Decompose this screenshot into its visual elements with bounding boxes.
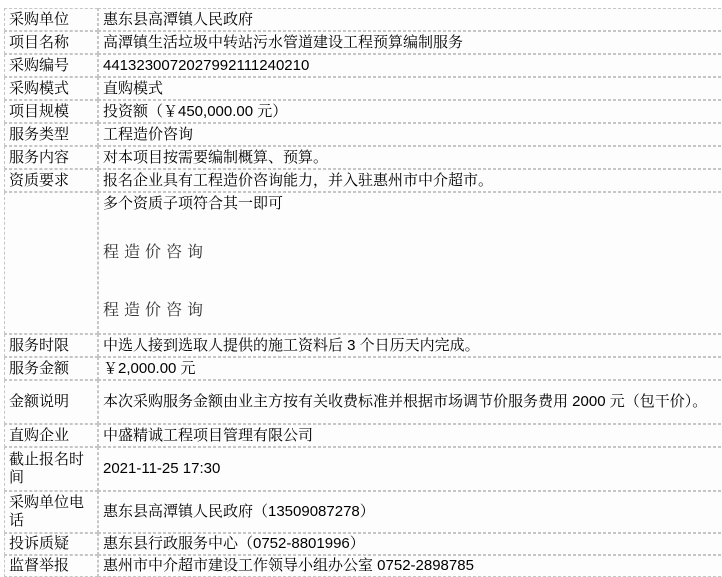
row-value: 惠东县高潭镇人民政府 xyxy=(98,8,722,31)
table-row xyxy=(4,424,722,447)
table-row xyxy=(4,334,722,357)
row-value: 中选人接到选取人提供的施工资料后 3 个日历天内完成。 xyxy=(98,334,722,357)
table-row xyxy=(4,8,722,31)
table-row xyxy=(4,555,722,577)
table-row xyxy=(4,54,722,77)
table-row xyxy=(4,77,722,100)
row-label: 直购企业 xyxy=(4,424,98,447)
row-value: 2021-11-25 17:30 xyxy=(98,447,722,491)
row-value: 中盛精诚工程项目管理有限公司 xyxy=(98,424,722,447)
row-label: 采购编号 xyxy=(4,54,98,77)
table-row xyxy=(4,447,722,491)
row-value: 投资额（￥450,000.00 元） xyxy=(98,100,722,123)
table-row-qualification xyxy=(4,192,722,334)
row-label: 资质要求 xyxy=(4,169,98,192)
qualification-cell xyxy=(98,192,722,334)
table-row xyxy=(4,357,722,380)
table-row xyxy=(4,123,722,146)
table-row xyxy=(4,491,722,533)
row-value: 惠东县高潭镇人民政府（13509087278） xyxy=(98,491,722,533)
table-row xyxy=(4,31,722,54)
procurement-notice-table xyxy=(4,8,722,577)
row-value: 对本项目按需要编制概算、预算。 xyxy=(98,146,722,169)
row-label: 截止报名时间 xyxy=(4,447,98,491)
row-label: 服务类型 xyxy=(4,123,98,146)
row-value: 本次采购服务金额由业主方按有关收费标准并根据市场调节价服务费用 2000 元（包干价）。 xyxy=(98,380,722,424)
row-value: 4413230072027992111240210 xyxy=(98,54,722,77)
row-value: 惠东县行政服务中心（0752-8801996） xyxy=(98,533,722,555)
table-row xyxy=(4,169,722,192)
qualification-item: 程造价咨询 xyxy=(103,242,209,261)
row-label: 服务内容 xyxy=(4,146,98,169)
row-label: 投诉质疑 xyxy=(4,533,98,555)
table-row xyxy=(4,146,722,169)
qualification-item: 程造价咨询 xyxy=(103,300,209,319)
table-row xyxy=(4,380,722,424)
row-value: 直购模式 xyxy=(98,77,722,100)
row-value: ￥2,000.00 元 xyxy=(98,357,722,380)
row-label: 金额说明 xyxy=(4,380,98,424)
qualification-note: 多个资质子项符合其一即可 xyxy=(103,195,284,212)
row-label-empty xyxy=(4,192,98,334)
row-label: 服务时限 xyxy=(4,334,98,357)
row-value: 惠州市中介超市建设工作领导小组办公室 0752-2898785 xyxy=(98,555,722,577)
row-value: 报名企业具有工程造价咨询能力，并入驻惠州市中介超市。 xyxy=(98,169,722,192)
row-label: 项目名称 xyxy=(4,31,98,54)
row-label: 采购模式 xyxy=(4,77,98,100)
row-label: 监督举报 xyxy=(4,555,98,577)
row-label: 服务金额 xyxy=(4,357,98,380)
row-label: 采购单位 xyxy=(4,8,98,31)
table-row xyxy=(4,533,722,555)
row-label: 采购单位电话 xyxy=(4,491,98,533)
row-value: 工程造价咨询 xyxy=(98,123,722,146)
row-value: 高潭镇生活垃圾中转站污水管道建设工程预算编制服务 xyxy=(98,31,722,54)
row-label: 项目规模 xyxy=(4,100,98,123)
table-row xyxy=(4,100,722,123)
